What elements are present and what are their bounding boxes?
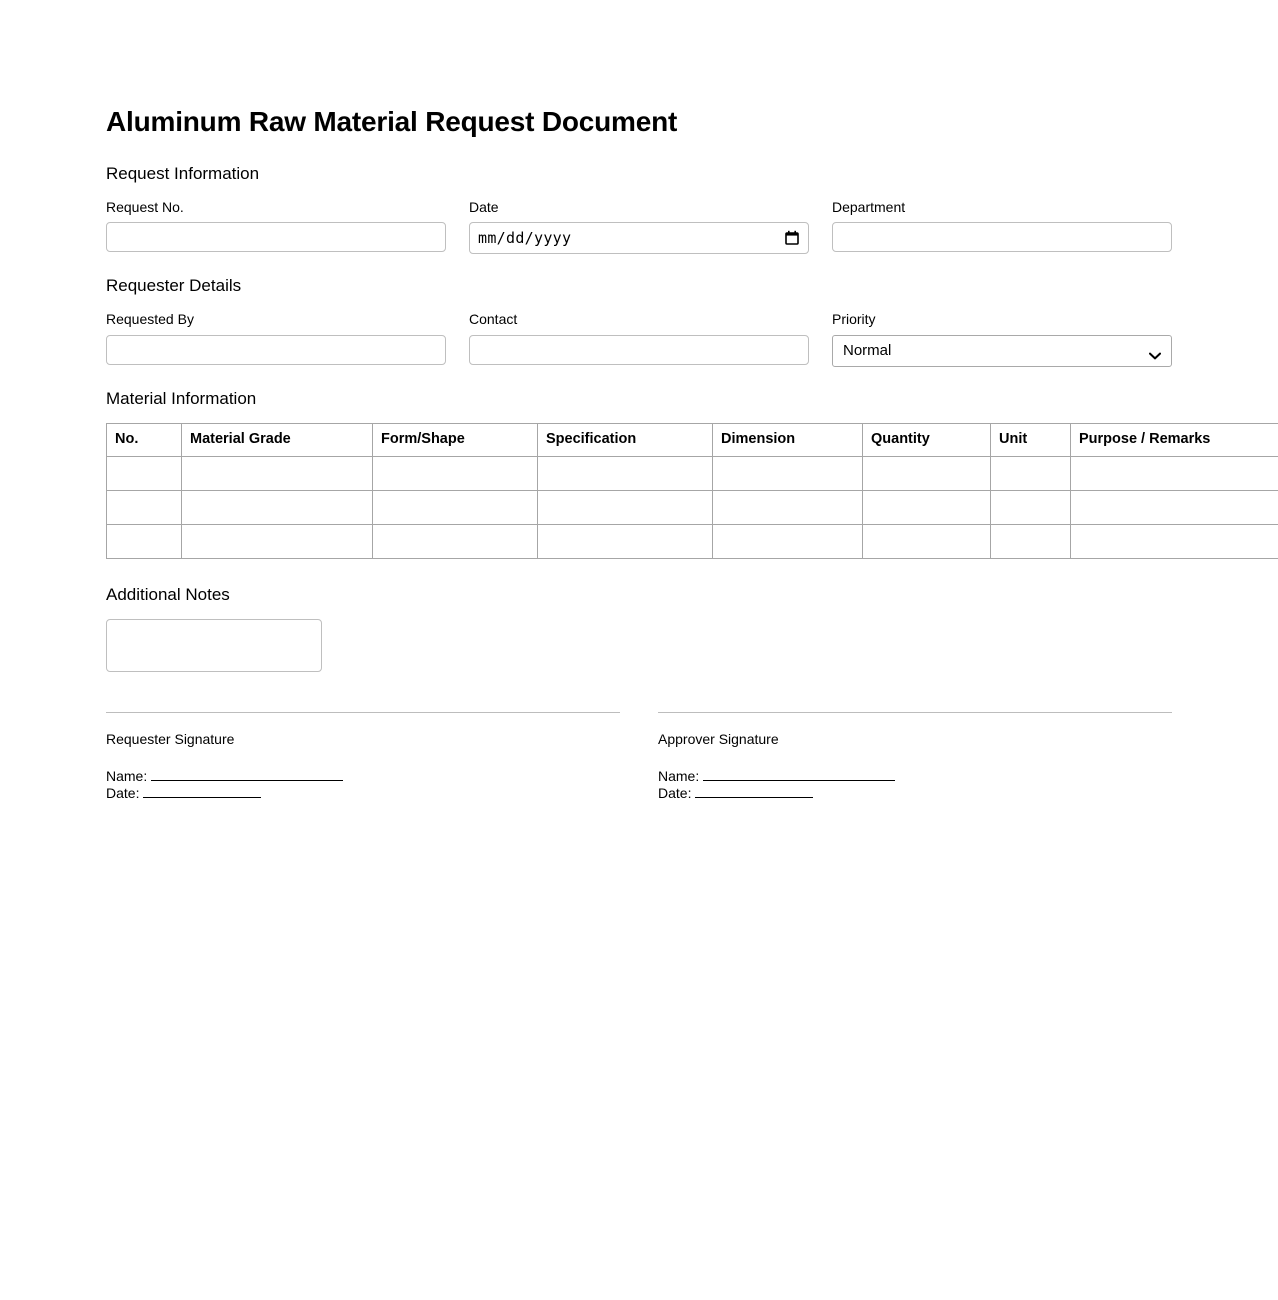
field-priority	[832, 311, 1172, 367]
column-header-no: No.	[107, 423, 182, 456]
requester-details-heading: Requester Details	[106, 276, 242, 296]
approver-date-fill[interactable]	[695, 797, 813, 798]
request-information-heading: Request Information	[106, 164, 260, 184]
approver-signature-divider	[658, 712, 1172, 713]
cell-no[interactable]	[107, 524, 182, 558]
cell-specification[interactable]	[538, 524, 713, 558]
cell-form-shape[interactable]	[373, 456, 538, 490]
department-input[interactable]	[832, 222, 1172, 252]
requester-details-section	[106, 276, 1172, 366]
cell-unit[interactable]	[991, 524, 1071, 558]
approver-signature-block	[658, 712, 1172, 802]
date-label: Date	[469, 198, 499, 215]
date-input[interactable]	[469, 222, 809, 254]
material-table-head	[107, 423, 1278, 456]
column-header-purpose-remarks: Purpose / Remarks	[1071, 423, 1278, 456]
field-contact	[469, 311, 832, 365]
cell-no[interactable]	[107, 456, 182, 490]
cell-purpose-remarks[interactable]	[1071, 524, 1278, 558]
column-header-material-grade: Material Grade	[182, 423, 373, 456]
cell-dimension[interactable]	[713, 490, 863, 524]
cell-quantity[interactable]	[863, 490, 991, 524]
date-placeholder: mm/dd/yyyy	[478, 229, 572, 248]
cell-dimension[interactable]	[713, 524, 863, 558]
priority-select[interactable]	[832, 335, 1172, 367]
request-no-label: Request No.	[106, 198, 184, 215]
signatures-section	[106, 712, 1172, 802]
requester-details-fields	[106, 311, 1172, 367]
approver-signature-name-line	[658, 768, 1172, 785]
cell-form-shape[interactable]	[373, 490, 538, 524]
material-table-header-row	[107, 423, 1278, 456]
table-row[interactable]	[107, 490, 1278, 524]
requester-signature-name-line	[106, 768, 620, 785]
field-date	[469, 199, 832, 255]
request-no-input[interactable]	[106, 222, 446, 252]
requester-name-label: Name:	[106, 768, 152, 785]
cell-no[interactable]	[107, 490, 182, 524]
page-title: Aluminum Raw Material Request Document	[106, 106, 678, 137]
field-request-no	[106, 199, 469, 253]
cell-purpose-remarks[interactable]	[1071, 456, 1278, 490]
requester-signature-title: Requester Signature	[106, 731, 235, 748]
additional-notes-textarea[interactable]	[106, 619, 322, 672]
cell-unit[interactable]	[991, 456, 1071, 490]
requester-signature-divider	[106, 712, 620, 713]
material-table-body	[107, 456, 1278, 558]
column-header-quantity: Quantity	[863, 423, 991, 456]
cell-form-shape[interactable]	[373, 524, 538, 558]
approver-name-label: Name:	[658, 768, 704, 785]
cell-quantity[interactable]	[863, 524, 991, 558]
additional-notes-section	[106, 585, 1172, 672]
priority-selected-value: Normal	[843, 342, 892, 360]
request-information-fields	[106, 199, 1172, 255]
request-information-section	[106, 164, 1172, 254]
approver-signature-title: Approver Signature	[658, 731, 779, 748]
material-table	[106, 423, 1278, 559]
chevron-down-icon	[1149, 347, 1161, 355]
column-header-unit: Unit	[991, 423, 1071, 456]
contact-label: Contact	[469, 310, 518, 327]
cell-material-grade[interactable]	[182, 456, 373, 490]
requester-name-fill[interactable]	[151, 780, 343, 781]
contact-input[interactable]	[469, 335, 809, 365]
field-department	[832, 199, 1172, 253]
additional-notes-heading: Additional Notes	[106, 584, 230, 604]
table-row[interactable]	[107, 456, 1278, 490]
cell-material-grade[interactable]	[182, 524, 373, 558]
cell-specification[interactable]	[538, 456, 713, 490]
table-row[interactable]	[107, 524, 1278, 558]
approver-name-fill[interactable]	[703, 780, 895, 781]
approver-date-label: Date:	[658, 785, 696, 802]
requester-date-label: Date:	[106, 785, 144, 802]
cell-purpose-remarks[interactable]	[1071, 490, 1278, 524]
cell-dimension[interactable]	[713, 456, 863, 490]
column-header-specification: Specification	[538, 423, 713, 456]
requester-date-fill[interactable]	[143, 797, 261, 798]
requested-by-label: Requested By	[106, 310, 194, 327]
cell-unit[interactable]	[991, 490, 1071, 524]
requester-signature-block	[106, 712, 620, 802]
requester-signature-date-line	[106, 785, 620, 802]
field-requested-by	[106, 311, 469, 365]
approver-signature-date-line	[658, 785, 1172, 802]
material-information-heading: Material Information	[106, 388, 257, 408]
cell-specification[interactable]	[538, 490, 713, 524]
material-information-section	[106, 388, 1211, 559]
priority-label: Priority	[832, 310, 876, 327]
cell-material-grade[interactable]	[182, 490, 373, 524]
column-header-form-shape: Form/Shape	[373, 423, 538, 456]
department-label: Department	[832, 198, 906, 215]
calendar-icon[interactable]	[785, 231, 799, 246]
requested-by-input[interactable]	[106, 335, 446, 365]
cell-quantity[interactable]	[863, 456, 991, 490]
column-header-dimension: Dimension	[713, 423, 863, 456]
